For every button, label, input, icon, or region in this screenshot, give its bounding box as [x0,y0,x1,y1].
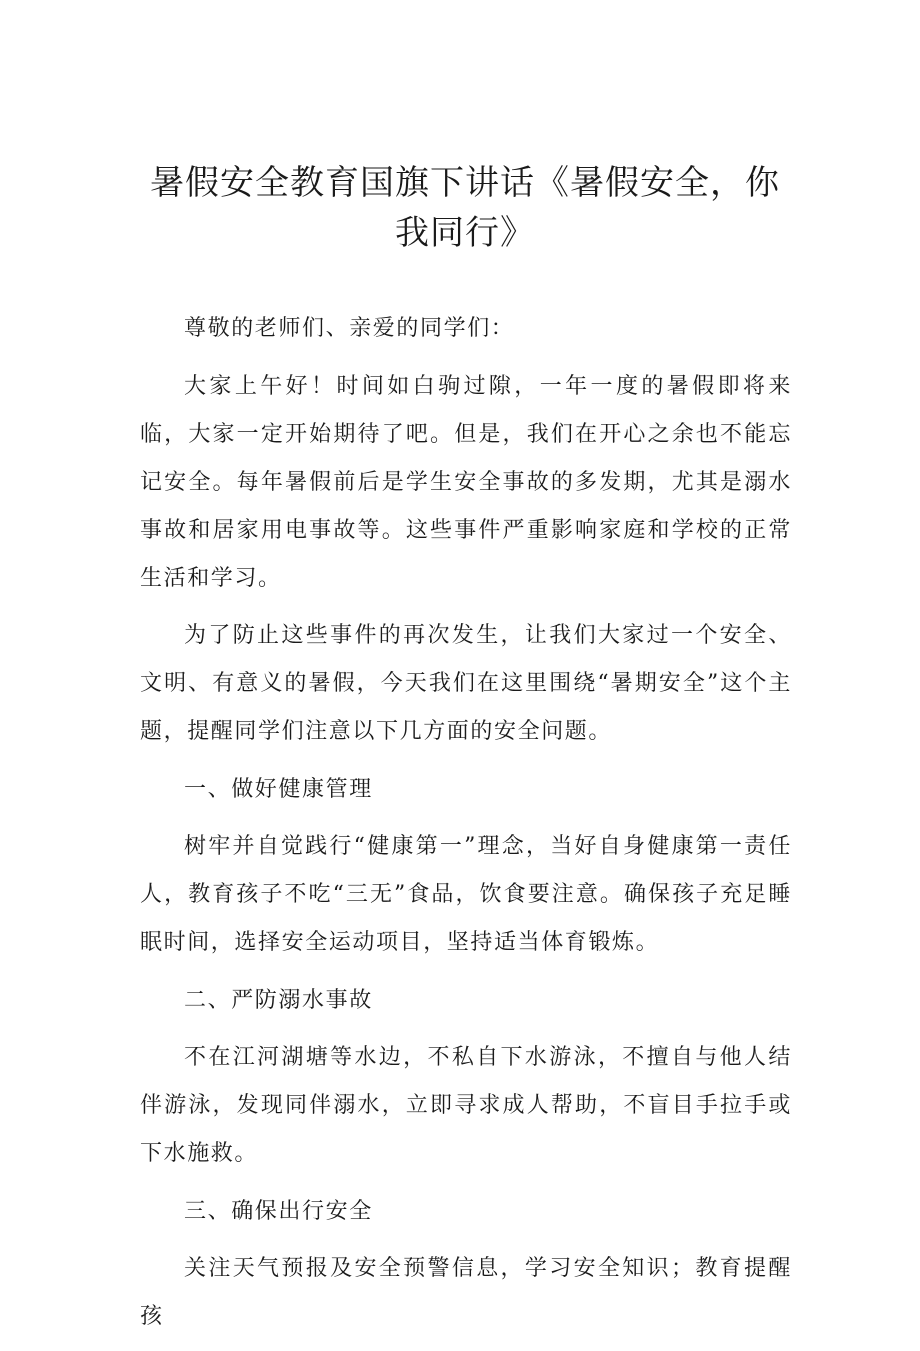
salutation-paragraph: 尊敬的老师们、亲爱的同学们： [184,316,515,341]
section-heading: 二、严防溺水事故 [184,987,373,1013]
document-title: 暑假安全教育国旗下讲话《暑假安全，你我同行》 [150,163,780,253]
section-heading: 三、确保出行安全 [184,1198,373,1224]
body-paragraph: 为了防止这些事件的再次发生，让我们大家过一个安全、文明、有意义的暑假，今天我们在这里围绕“暑期安全”这个主题，提醒同学们注意以下几方面的安全问题。 [140,623,792,744]
document-body [140,305,792,1351]
section-heading: 一、做好健康管理 [184,776,373,802]
body-paragraph: 关注天气预报及安全预警信息，学习安全知识；教育提醒孩 [140,1256,792,1329]
body-paragraph: 不在江河湖塘等水边，不私自下水游泳，不擅自与他人结伴游泳，发现同伴溺水，立即寻求成人帮助，不盲目手拉手或下水施救。 [140,1045,792,1166]
body-paragraph: 大家上午好！时间如白驹过隙，一年一度的暑假即将来临，大家一定开始期待了吧。但是，我们在开心之余也不能忘记安全。每年暑假前后是学生安全事故的多发期，尤其是溺水事故和居家用电事故等。这些事件严重影响家庭和学校的正常生活和学习。 [140,373,792,591]
body-paragraph: 树牢并自觉践行“健康第一”理念，当好自身健康第一责任人，教育孩子不吃“三无”食品，饮食要注意。确保孩子充足睡眠时间，选择安全运动项目，坚持适当体育锻炼。 [140,834,792,955]
